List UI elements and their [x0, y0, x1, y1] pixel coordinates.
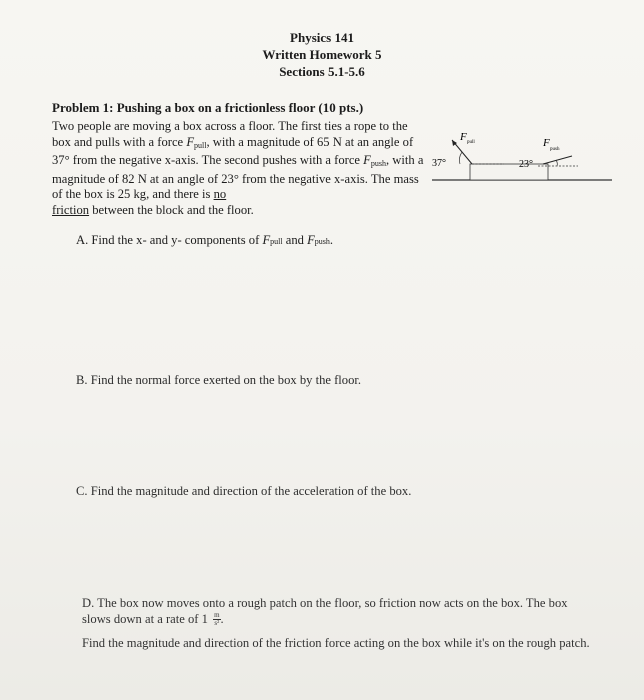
assignment-title: Written Homework 5 [262, 47, 382, 62]
problem-title: Problem 1: Pushing a box on a frictionless floor (10 pts.) [52, 100, 364, 115]
box [470, 164, 548, 180]
f-pull-subscript: pull [467, 140, 475, 145]
question-c: C. Find the magnitude and direction of the acceleration of the box. [76, 484, 412, 498]
f-push-subscript: push [550, 147, 560, 152]
pull-angle-label: 37° [432, 158, 446, 169]
problem-statement: Two people are moving a box across a floor. The first ties a rope to the box and pulls with a force $F_{pull}$, with a magnitude of 65 N at an angle of 37° from the negative x-axis. The second pushes with a force $F_{push}$, with a magnitude of 82 N at an angle of 23° from the negative x-axis. The mass of the box is 25 kg, and there is no friction between the block and the floor. [52, 119, 424, 217]
push-angle-label: 23° [519, 159, 533, 170]
pull-angle-arc [459, 152, 462, 164]
question-b: B. Find the normal force exerted on the box by the floor. [76, 373, 362, 387]
course-title: Physics 141 [290, 30, 354, 45]
sections-title: Sections 5.1-5.6 [279, 64, 365, 79]
question-d-subtext: Find the magnitude and direction of the friction force acting on the box while it's on the rough patch. [82, 636, 590, 651]
force-diagram [430, 126, 612, 196]
question-a: A. Find the x- and y- components of Fpull and Fpush. [76, 233, 334, 247]
question-d: D. The box now moves onto a rough patch on the floor, so friction now acts on the box. The box slows down at a rate of 1 $\frac{m}{\text{s²}}$. Find the magnitude and direction of the friction force acting on the box while it's on the rough patch. [82, 596, 594, 652]
push-angle-arc [556, 160, 557, 166]
f-push-symbol: F [543, 137, 550, 149]
acceleration-unit: $\frac{m}{\text{s²}}$ [214, 611, 220, 628]
f-pull-symbol: F [460, 131, 467, 143]
